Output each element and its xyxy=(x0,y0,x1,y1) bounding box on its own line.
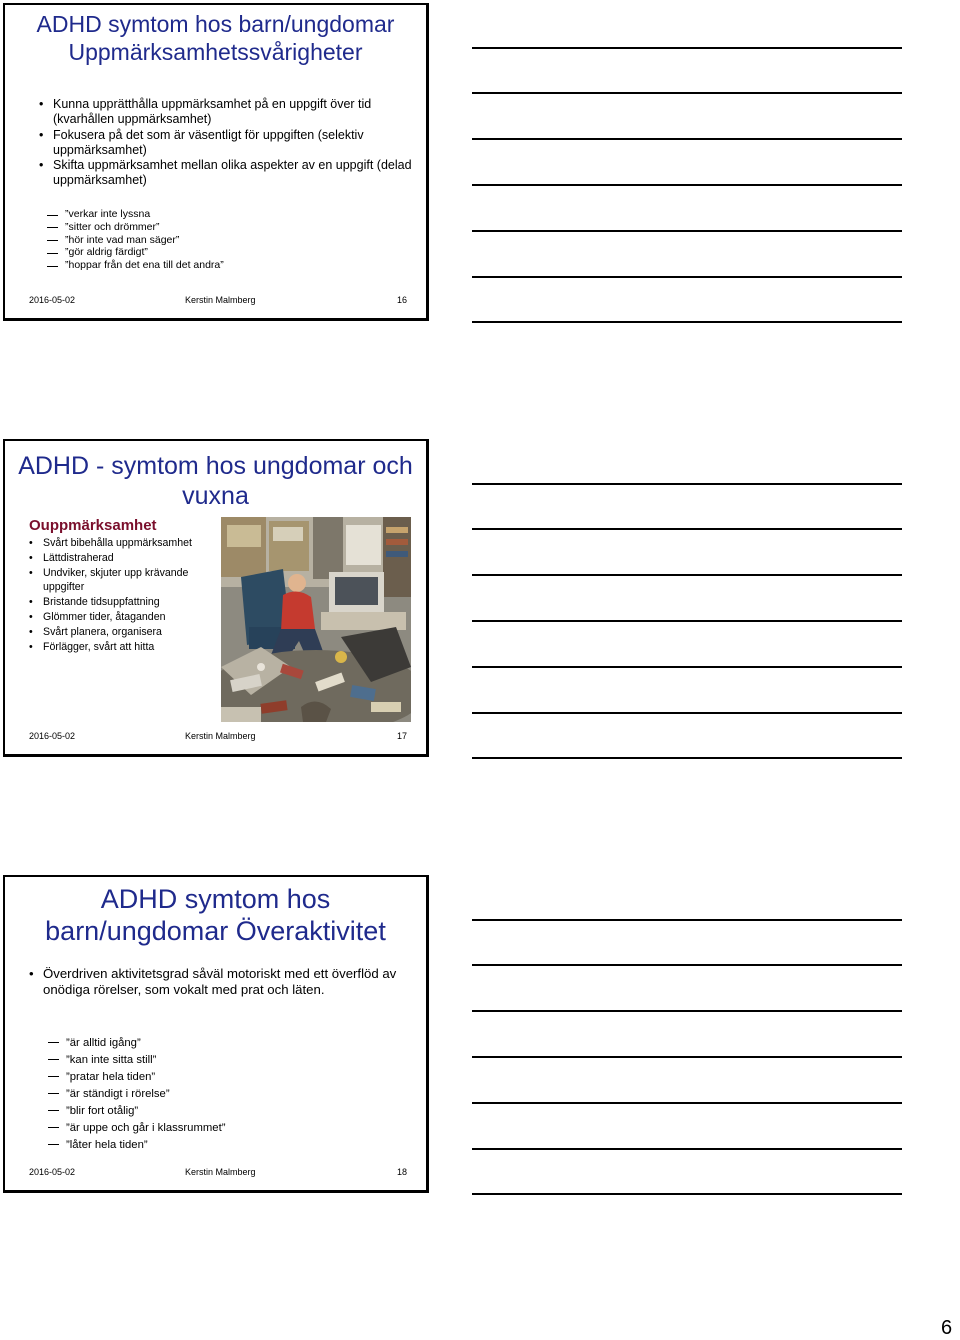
slide-number: 18 xyxy=(397,1167,408,1177)
bullet-item: • Lättdistraherad xyxy=(29,551,215,566)
slide-17 xyxy=(3,439,429,757)
notes-lines xyxy=(472,436,902,766)
page-number: 6 xyxy=(941,1317,953,1339)
note-line xyxy=(472,620,902,622)
sub-item: ”blir fort otålig” xyxy=(48,1103,388,1120)
bullet-item: • Överdriven aktivitetsgrad såväl motoriskt med ett överflöd av onödiga rörelser, som vokalt med prat och läten. xyxy=(29,966,409,998)
slide-title: ADHD symtom hos barn/ungdomar Överaktivitet xyxy=(45,884,386,947)
slide-footer xyxy=(5,1167,426,1178)
note-line xyxy=(472,1102,902,1104)
sub-item: ”låter hela tiden” xyxy=(48,1137,388,1154)
bullet-item: • Bristande tidsuppfattning xyxy=(29,595,215,610)
slide-footer xyxy=(5,295,426,306)
note-line xyxy=(472,184,902,186)
note-line xyxy=(472,1193,902,1195)
sub-item: ”hör inte vad man säger” xyxy=(47,234,387,247)
slide-date: 2016-05-02 xyxy=(29,295,76,305)
note-line xyxy=(472,666,902,668)
note-line xyxy=(472,483,902,485)
bullet-item: • Fokusera på det som är väsentligt för uppgiften (selektiv uppmärksamhet) xyxy=(39,128,419,159)
note-line xyxy=(472,321,902,323)
bullet-list xyxy=(29,966,409,998)
note-line xyxy=(472,276,902,278)
sub-item: ”är alltid igång” xyxy=(48,1035,388,1052)
sub-item: ”sitter och drömmer” xyxy=(47,221,387,234)
bullet-item: • Glömmer tider, åtaganden xyxy=(29,610,215,625)
sub-list xyxy=(47,208,387,272)
slide-author: Kerstin Malmberg xyxy=(185,731,256,741)
bullet-list xyxy=(39,97,419,189)
note-line xyxy=(472,92,902,94)
slide-18 xyxy=(3,875,429,1193)
bullet-item: • Skifta uppmärksamhet mellan olika aspekter av en uppgift (delad uppmärksamhet) xyxy=(39,158,419,189)
notes-lines xyxy=(472,0,902,330)
slide-footer xyxy=(5,731,426,742)
note-line xyxy=(472,230,902,232)
slide-subheading: Ouppmärksamhet xyxy=(29,517,157,534)
bullet-item: • Svårt planera, organisera xyxy=(29,625,215,640)
cluttered-room-photo xyxy=(221,517,411,722)
note-line xyxy=(472,1010,902,1012)
note-line xyxy=(472,138,902,140)
slide-number: 17 xyxy=(397,731,408,741)
slide-author: Kerstin Malmberg xyxy=(185,1167,256,1177)
note-line xyxy=(472,919,902,921)
sub-item: ”verkar inte lyssna xyxy=(47,208,387,221)
slide-date: 2016-05-02 xyxy=(29,1167,76,1177)
sub-list xyxy=(48,1035,388,1154)
sub-item: ”kan inte sitta still” xyxy=(48,1052,388,1069)
sub-item: ”gör aldrig färdigt” xyxy=(47,246,387,259)
slide-16 xyxy=(3,3,429,321)
bullet-item: • Kunna upprätthålla uppmärksamhet på en uppgift över tid (kvarhållen uppmärksamhet) xyxy=(39,97,419,128)
note-line xyxy=(472,757,902,759)
slide-title: ADHD symtom hos barn/ungdomar Uppmärksamhetssvårigheter xyxy=(36,11,395,65)
note-line xyxy=(472,47,902,49)
note-line xyxy=(472,574,902,576)
slide-title: ADHD - symtom hos ungdomar och vuxna xyxy=(18,452,413,510)
note-line xyxy=(472,964,902,966)
slide-number: 16 xyxy=(397,295,408,305)
note-line xyxy=(472,528,902,530)
slide-date: 2016-05-02 xyxy=(29,731,76,741)
bullet-item: • Förlägger, svårt att hitta xyxy=(29,640,215,655)
note-line xyxy=(472,1056,902,1058)
note-line xyxy=(472,712,902,714)
bullet-list xyxy=(29,536,215,655)
bullet-item: • Svårt bibehålla uppmärksamhet xyxy=(29,536,215,551)
sub-item: ”är ständigt i rörelse” xyxy=(48,1086,388,1103)
slide-author: Kerstin Malmberg xyxy=(185,295,256,305)
sub-item: ”hoppar från det ena till det andra” xyxy=(47,259,387,272)
notes-lines xyxy=(472,872,902,1202)
sub-item: ”är uppe och går i klassrummet” xyxy=(48,1120,388,1137)
sub-item: ”pratar hela tiden” xyxy=(48,1069,388,1086)
bullet-item: • Undviker, skjuter upp krävande uppgifter xyxy=(29,566,215,596)
note-line xyxy=(472,1148,902,1150)
